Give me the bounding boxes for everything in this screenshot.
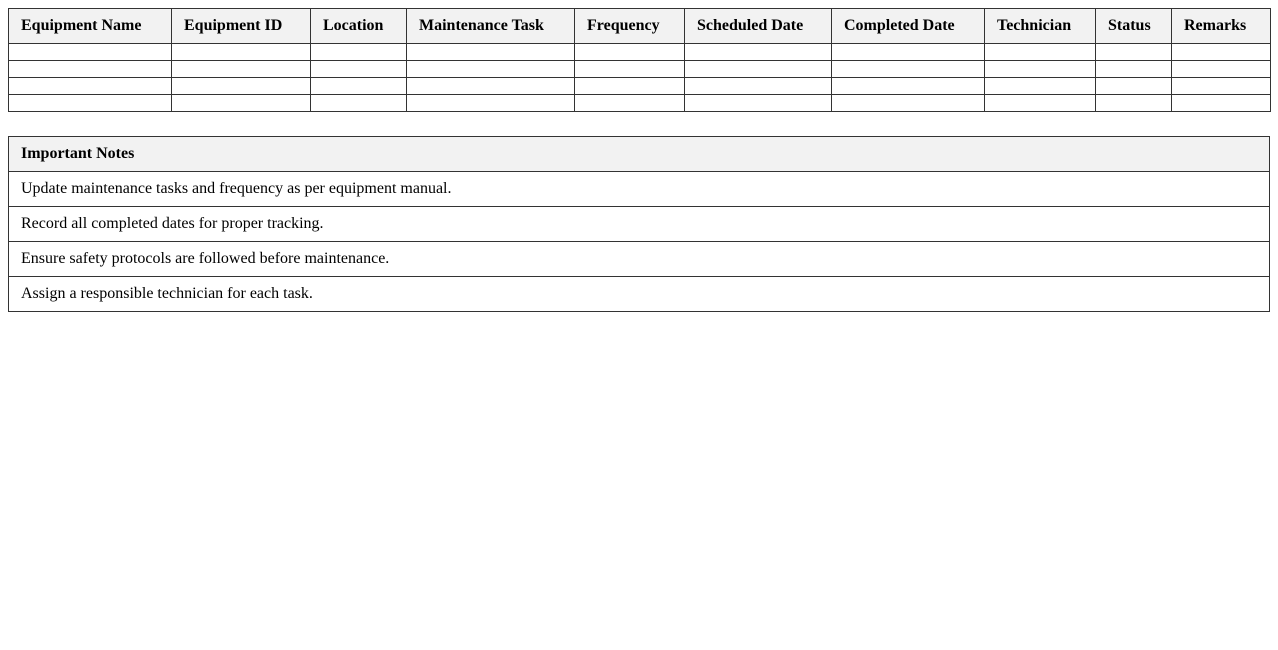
table-cell[interactable] [407, 44, 575, 61]
column-header-status: Status [1096, 9, 1172, 44]
column-header-equipment-name: Equipment Name [9, 9, 172, 44]
column-header-remarks: Remarks [1172, 9, 1271, 44]
note-item: Record all completed dates for proper tracking. [9, 207, 1270, 242]
table-cell[interactable] [407, 95, 575, 112]
table-cell[interactable] [985, 95, 1096, 112]
maintenance-schedule-table [8, 8, 1271, 112]
table-cell[interactable] [172, 78, 311, 95]
table-cell[interactable] [575, 61, 685, 78]
table-cell[interactable] [685, 61, 832, 78]
table-cell[interactable] [311, 61, 407, 78]
table-cell[interactable] [685, 95, 832, 112]
table-row [9, 44, 1271, 61]
table-cell[interactable] [9, 95, 172, 112]
table-cell[interactable] [9, 44, 172, 61]
table-cell[interactable] [1172, 95, 1271, 112]
table-body [9, 44, 1271, 112]
table-cell[interactable] [685, 78, 832, 95]
table-cell[interactable] [1096, 61, 1172, 78]
column-header-equipment-id: Equipment ID [172, 9, 311, 44]
table-cell[interactable] [985, 78, 1096, 95]
table-cell[interactable] [685, 44, 832, 61]
table-cell[interactable] [172, 61, 311, 78]
table-cell[interactable] [1172, 44, 1271, 61]
column-header-completed-date: Completed Date [832, 9, 985, 44]
table-row [9, 95, 1271, 112]
note-item: Ensure safety protocols are followed before maintenance. [9, 242, 1270, 277]
notes-header-row [9, 137, 1270, 172]
table-cell[interactable] [1172, 78, 1271, 95]
table-cell[interactable] [832, 61, 985, 78]
notes-body [9, 172, 1270, 312]
header-row [9, 9, 1271, 44]
table-cell[interactable] [311, 44, 407, 61]
note-row [9, 277, 1270, 312]
column-header-scheduled-date: Scheduled Date [685, 9, 832, 44]
notes-header [9, 137, 1270, 172]
table-cell[interactable] [832, 95, 985, 112]
note-item: Assign a responsible technician for each task. [9, 277, 1270, 312]
table-cell[interactable] [985, 44, 1096, 61]
table-cell[interactable] [172, 95, 311, 112]
table-cell[interactable] [9, 78, 172, 95]
table-cell[interactable] [575, 95, 685, 112]
column-header-frequency: Frequency [575, 9, 685, 44]
table-header [9, 9, 1271, 44]
table-cell[interactable] [172, 44, 311, 61]
notes-title: Important Notes [9, 137, 1270, 172]
note-row [9, 172, 1270, 207]
table-row [9, 78, 1271, 95]
note-row [9, 242, 1270, 277]
table-row [9, 61, 1271, 78]
note-item: Update maintenance tasks and frequency as per equipment manual. [9, 172, 1270, 207]
table-cell[interactable] [832, 44, 985, 61]
table-cell[interactable] [575, 78, 685, 95]
column-header-technician: Technician [985, 9, 1096, 44]
table-cell[interactable] [575, 44, 685, 61]
table-cell[interactable] [311, 95, 407, 112]
table-cell[interactable] [1096, 44, 1172, 61]
table-cell[interactable] [985, 61, 1096, 78]
table-cell[interactable] [1172, 61, 1271, 78]
column-header-location: Location [311, 9, 407, 44]
table-cell[interactable] [1096, 78, 1172, 95]
table-cell[interactable] [407, 61, 575, 78]
column-header-maintenance-task: Maintenance Task [407, 9, 575, 44]
table-cell[interactable] [407, 78, 575, 95]
table-cell[interactable] [1096, 95, 1172, 112]
table-cell[interactable] [9, 61, 172, 78]
note-row [9, 207, 1270, 242]
table-cell[interactable] [832, 78, 985, 95]
table-cell[interactable] [311, 78, 407, 95]
important-notes-table [8, 136, 1270, 312]
